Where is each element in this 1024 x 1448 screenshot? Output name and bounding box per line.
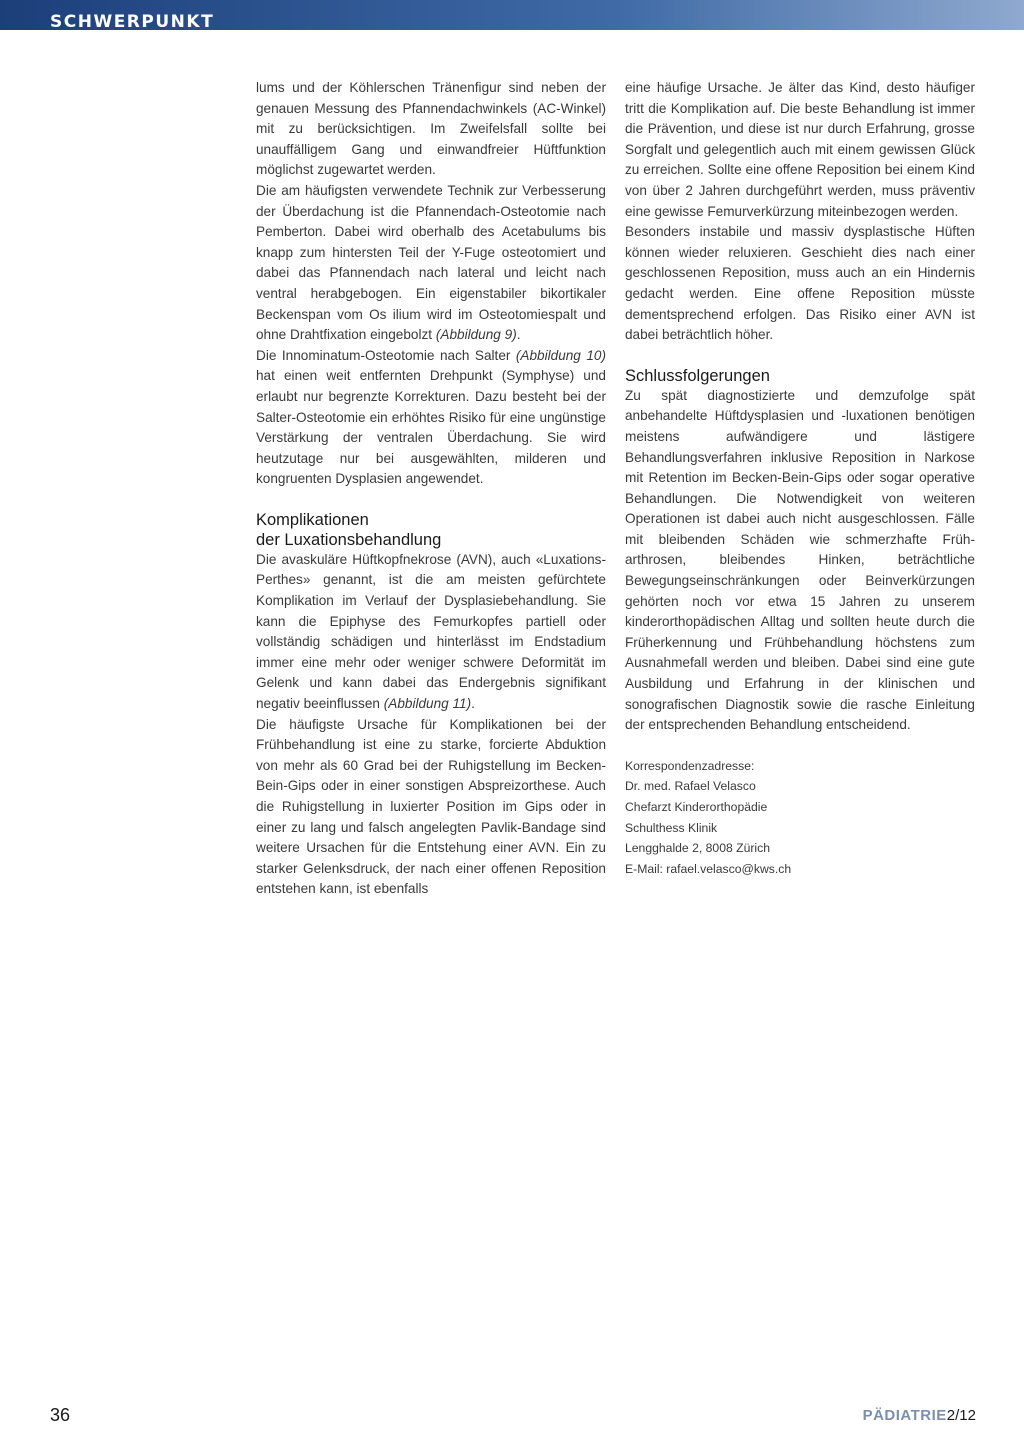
left-column xyxy=(256,78,606,900)
paragraph: Zu spät diagnostizierte und demzufolge spät anbehandelte Hüftdysplasien und -luxationen benötigen meistens aufwändigere und lästigere Behandlungsverfahren inklusive Reposition in Narkose mit Retention im Becken-Bein-Gips oder sogar operative Behandlungen. Die Notwendigkeit von weiteren Operationen ist dabei auch nicht ausgeschlossen. Fälle mit bleibenden Schäden wie schmerzhafte Früh-arthrosen, bleibendes Hinken, beträchtliche Bewegungseinschränkungen oder Beinverkürzungen gehörten noch vor etwa 15 Jahren zu unserem kinderorthopädischen Alltag und sollten heute durch die Früherkennung und Frühbehandlung höchstens zum Ausnahmefall werden und bleiben. Dabei sind eine gute Ausbildung und Erfahrung in der klinischen und sonografischen Diagnostik sowie die rasche Einleitung der entsprechenden Behandlung entscheidend. xyxy=(625,387,975,733)
paragraph xyxy=(256,346,606,490)
paragraph-text: hat einen weit entfernten Drehpunkt (Symphyse) und erlaubt nur begrenzte Korrekturen. Dazu besteht bei der Salter-Osteotomie ein erhöhtes Risiko für eine ungünstige Verstärkung der ventralen Überdachung. Sie wird heutzutage nur bei ausgewählten, milderen und kongruenten Dysplasien angewendet. xyxy=(256,368,606,487)
header-bar xyxy=(0,0,1024,30)
spacer xyxy=(625,736,975,756)
correspondence-email: E-Mail: rafael.velasco@kws.ch xyxy=(625,861,792,876)
page-number: 36 xyxy=(50,1405,71,1425)
paragraph-text: . xyxy=(471,696,475,712)
paragraph xyxy=(256,550,606,715)
paragraph: Besonders instabile und massiv dysplastische Hüften können wieder reluxieren. Geschieht dies nach einer geschlossenen Reposition, muss auch an ein Hindernis gedacht werden. Eine offene Reposition müsste dementsprechend erfolgen. Das Risiko einer AVN ist dabei beträchtlich höher. xyxy=(625,224,975,343)
correspondence-clinic: Schulthess Klinik xyxy=(625,820,718,835)
section-heading: Schlussfolgerungen xyxy=(625,366,770,385)
section-label: SCHWERPUNKT xyxy=(50,12,215,32)
figure-reference: (Abbildung 11) xyxy=(383,696,472,712)
paragraph: Die häufigste Ursache für Komplikationen bei der Frühbehandlung ist eine zu starke, forcierte Abduktion von mehr als 60 Grad bei der Ruhigstellung im Becken-Bein-Gips oder in einer sonstigen Abspreizorthese. Auch die Ruhigstellung in luxierter Position im Gips oder in einer zu lang und falsch angelegten Pavlik-Bandage sind weitere Ursachen für die Entstehung einer AVN. Ein zu starker Gelenksdruck, der nach einer offenen Reposition entstehen kann, ist ebenfalls xyxy=(256,716,606,897)
correspondence-name: Dr. med. Rafael Velasco xyxy=(625,779,756,794)
spacer xyxy=(256,490,606,510)
figure-reference: (Abbildung 9) xyxy=(435,327,517,343)
journal-issue xyxy=(863,1407,976,1424)
correspondence-label: Korrespondenzadresse: xyxy=(625,758,755,773)
paragraph-text: Die Innominatum-Osteotomie nach Salter xyxy=(256,347,516,363)
paragraph xyxy=(256,181,606,346)
paragraph-text: Die avaskuläre Hüftkopfnekrose (AVN), auch «Luxations-Perthes» genannt, ist die am meisten gefürchtete Komplikation im Verlauf der Dysplasiebehandlung. Sie kann die Epiphyse des Femurkopfes partiell oder vollständig schädigen und hinterlässt im Endstadium immer eine mehr oder weniger schwere Deformität im Gelenk und kann dabei das Endergebnis signifikant negativ beeinflussen xyxy=(256,551,606,712)
issue-number: 2/12 xyxy=(946,1407,976,1424)
correspondence-block xyxy=(625,756,975,880)
figure-reference: (Abbildung 10) xyxy=(515,347,606,363)
paragraph-text: . xyxy=(516,327,521,343)
spacer xyxy=(625,346,975,366)
section-heading xyxy=(256,510,606,550)
paragraph-text: Die am häufigsten verwendete Technik zur Verbesserung der Überdachung ist die Pfannendach-Osteotomie nach Pemberton. Dabei wird oberhalb des Acetabulums bis knapp zum hintersten Teil der Y-Fuge osteotomiert und dabei das Pfannendach nach lateral und leicht nach ventral herabgebogen. Ein eigenstabiler bikortikaler Beckenspan vom Os ilium wird im Osteotomiespalt und ohne Drahtfixation eingebolzt xyxy=(256,182,606,343)
heading-line: Komplikationen xyxy=(256,510,369,529)
correspondence-title: Chefarzt Kinderorthopädie xyxy=(625,800,768,814)
paragraph: lums und der Köhlerschen Tränenfigur sind neben der genauen Messung des Pfannendachwinkels (AC-Winkel) mit zu berücksichtigen. Im Zweifelsfall sollte bei unauffälligem Gang und einwandfreier Hüftfunktion möglichst zugewartet werden. xyxy=(256,80,606,178)
paragraph: eine häufige Ursache. Je älter das Kind, desto häufiger tritt die Komplikation auf. Die beste Behandlung ist immer die Prävention, und diese ist nur durch Erfahrung, grosse Sorgfalt und gelegentlich auch mit einem gewissen Glück zu erreichen. Sollte eine offene Reposition bei einem Kind von über 2 Jahren durchgeführt werden, muss präventiv eine gewisse Femurverkürzung miteinbezogen werden. xyxy=(625,80,975,219)
right-column xyxy=(625,78,975,879)
correspondence-address: Lengghalde 2, 8008 Zürich xyxy=(625,841,771,856)
heading-line: der Luxationsbehandlung xyxy=(256,530,442,549)
journal-name: PÄDIATRIE xyxy=(862,1407,947,1424)
